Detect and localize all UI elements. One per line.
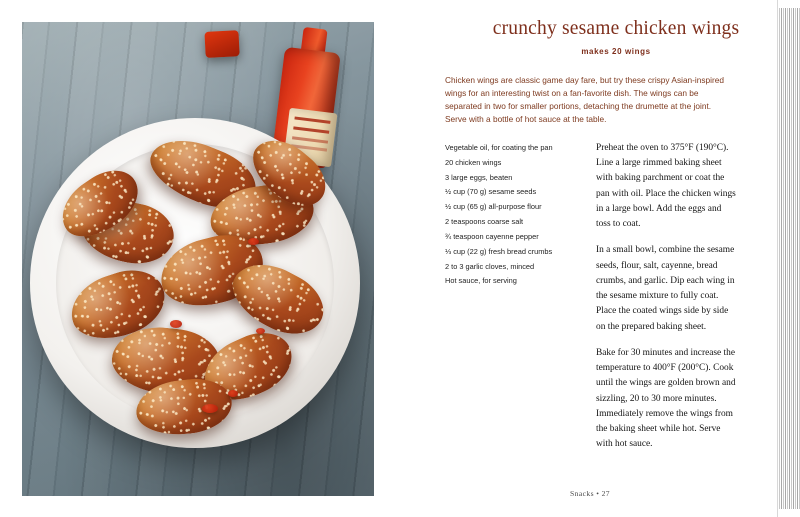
recipe-columns (445, 141, 740, 463)
recipe-title: crunchy sesame chicken wings (492, 18, 740, 39)
recipe-page (420, 0, 760, 517)
ingredient-item: ½ cup (70 g) sesame seeds (445, 187, 537, 197)
book-page-edges (777, 0, 800, 517)
recipe-intro: Chicken wings are classic game day fare, but try these crispy Asian-inspired wings for an interesting twist on a fan-favorite dish. The wings can be separated in two for smaller portions, detaching the drumette at the joint. Serve with a bottle of hot sauce at the table. (445, 75, 724, 124)
sauce-drip (256, 328, 265, 334)
ingredient-item: 3 large eggs, beaten (445, 172, 513, 182)
recipe-photo (22, 22, 374, 496)
ingredient-item: Hot sauce, for serving (445, 276, 517, 286)
method-steps (596, 141, 738, 463)
ingredient-item: 20 chicken wings (445, 157, 502, 167)
ingredient-item: ½ cup (65 g) all-purpose flour (445, 202, 542, 212)
ingredient-item: ¾ teaspoon cayenne pepper (445, 231, 539, 241)
sauce-drip (202, 404, 218, 413)
method-paragraph: In a small bowl, combine the sesame seeds, flour, salt, cayenne, bread crumbs, and garlic. Dip each wing in the sesame mixture to fully coat. Place the coated wings side by side on the prepared baking sheet. (596, 245, 735, 332)
page-folio: Snacks • 27 (570, 489, 610, 498)
bottle-cap (204, 30, 239, 58)
recipe-yield: makes 20 wings (581, 47, 651, 56)
book-edge-bottom-mask (778, 509, 800, 517)
method-paragraph: Bake for 30 minutes and increase the temperature to 400°F (200°C). Cook until the wings are golden brown and sizzling, 20 to 30 more minutes. Immediately remove the wings from the baking sheet while hot. Serve with hot sauce. (596, 347, 736, 450)
book-edge-top-mask (778, 0, 800, 8)
sauce-drip (170, 320, 182, 328)
method-paragraph: Preheat the oven to 375°F (190°C). Line a large rimmed baking sheet with baking parchment or coat the pan with oil. Place the chicken wings in a large bowl. Add the eggs and toss to coat. (596, 143, 736, 230)
chicken-wings-pile (52, 142, 342, 442)
ingredient-item: 2 to 3 garlic cloves, minced (445, 261, 535, 271)
sauce-drip (228, 390, 238, 397)
ingredient-item: ⅓ cup (22 g) fresh bread crumbs (445, 246, 553, 256)
sauce-drip (248, 238, 259, 245)
ingredients-list (445, 141, 578, 463)
ingredient-item: 2 teaspoons coarse salt (445, 217, 524, 227)
ingredient-item: Vegetable oil, for coating the pan (445, 143, 553, 152)
